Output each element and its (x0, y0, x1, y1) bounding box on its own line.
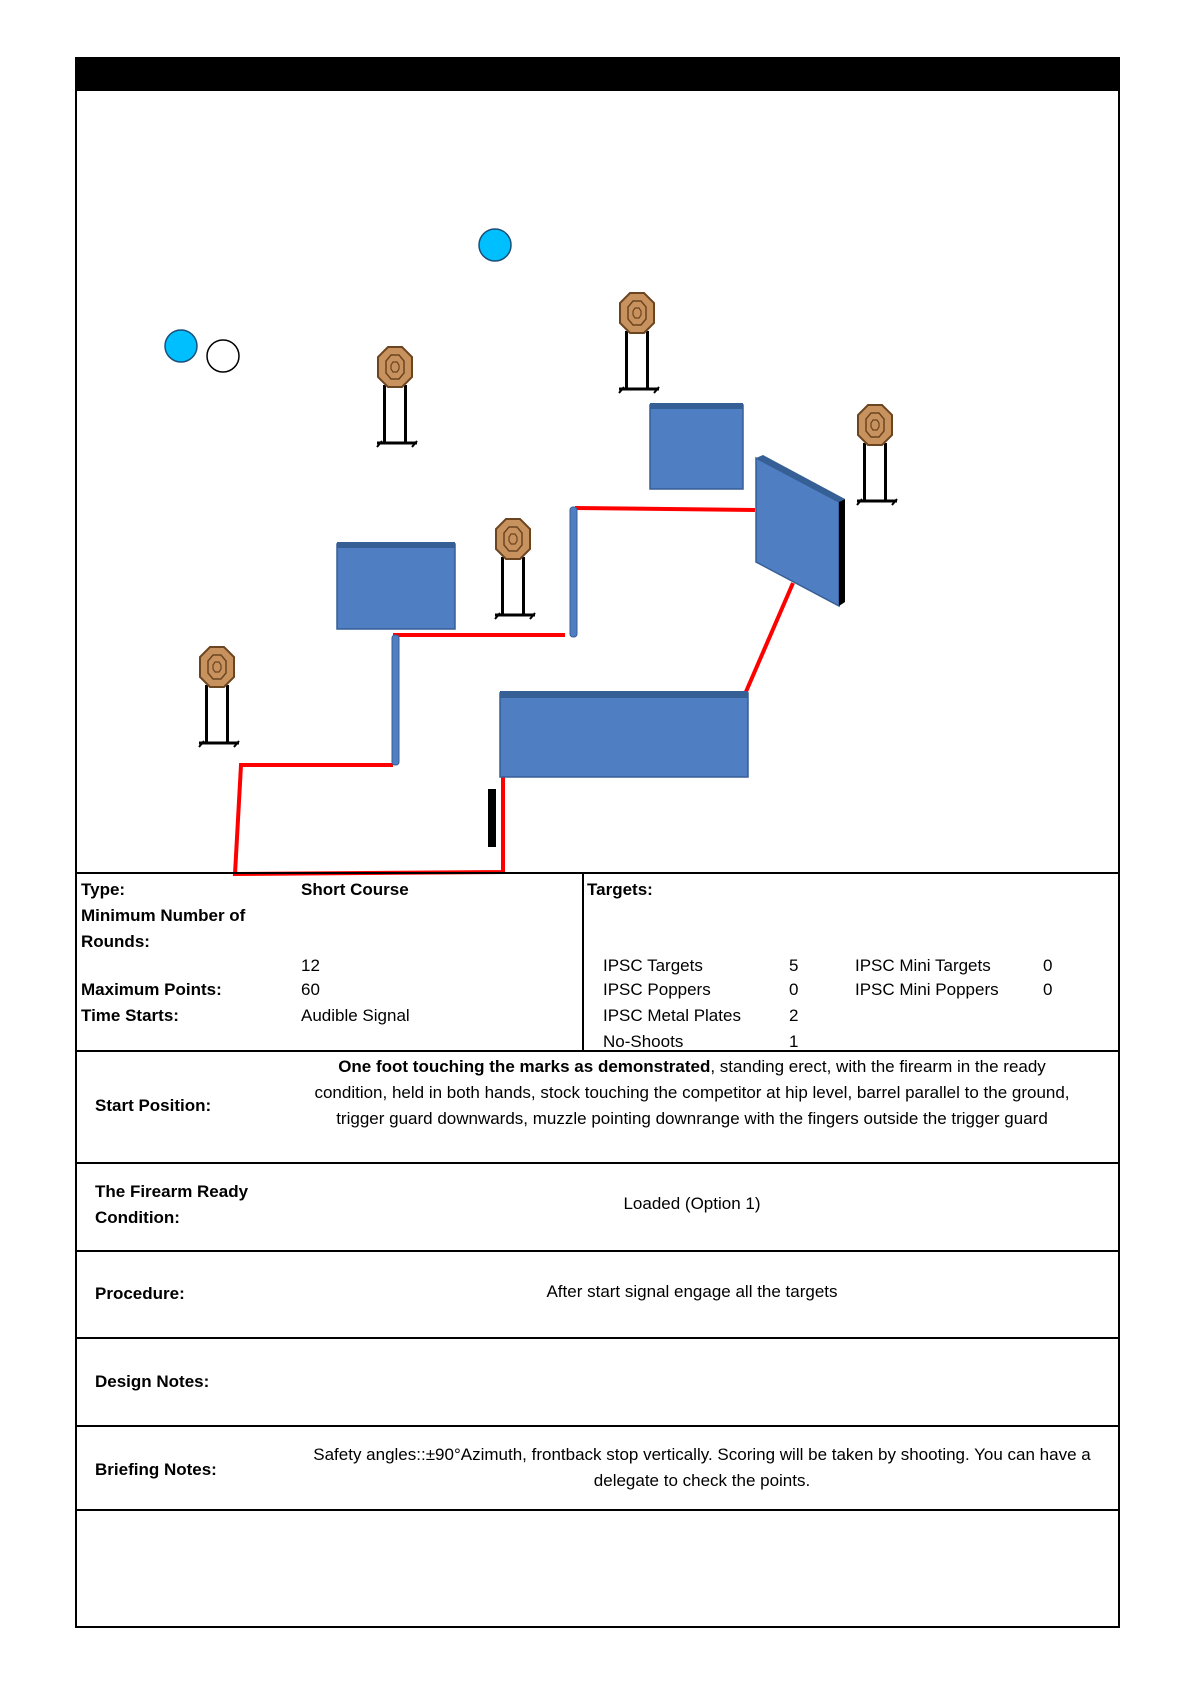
start-position-bold: One foot touching the marks as demonstrated (338, 1057, 711, 1076)
type-label: Type: (81, 880, 126, 899)
divider (77, 1337, 1118, 1339)
divider (77, 872, 1118, 874)
ipsc-target (857, 405, 897, 505)
ipsc-target (619, 293, 659, 393)
start-position-label: Start Position: (95, 1096, 212, 1115)
ready-condition-value: Loaded (Option 1) (623, 1194, 761, 1213)
target-count: 2 (789, 1006, 799, 1025)
time-starts-value: Audible Signal (301, 1006, 410, 1025)
header-bar (77, 59, 1118, 91)
type-value: Short Course (301, 880, 409, 899)
divider (582, 872, 584, 1050)
mini-target-name: IPSC Mini Poppers (855, 980, 999, 999)
ipsc-target (495, 519, 535, 619)
procedure-value: After start signal engage all the targets (546, 1282, 838, 1301)
target-name: IPSC Targets (603, 956, 703, 975)
barrier-top-edge (650, 403, 743, 409)
barrier-top-edge (337, 542, 455, 548)
target-count: 1 (789, 1032, 799, 1051)
barrier (500, 693, 748, 777)
divider (77, 1509, 1118, 1511)
briefing-notes-label: Briefing Notes: (95, 1460, 217, 1479)
target-name: IPSC Poppers (603, 980, 711, 999)
max-points-label: Maximum Points: (81, 980, 222, 999)
briefing-notes-value: Safety angles::±90°Azimuth, frontback stop vertically. Scoring will be taken by shooting. You can have a delegate to check the points. (313, 1445, 1091, 1490)
fault-line (235, 717, 503, 874)
mini-target-count: 0 (1043, 956, 1053, 975)
target-name: IPSC Metal Plates (603, 1006, 741, 1025)
stage-sheet (75, 57, 1120, 1628)
stage-diagram (77, 91, 1118, 941)
divider (77, 1050, 1118, 1052)
start-mark (488, 789, 496, 847)
time-starts-label: Time Starts: (81, 1006, 179, 1025)
min-rounds-value: 12 (301, 956, 320, 975)
stage-diagram-svg (75, 89, 1120, 939)
fault-line (575, 508, 755, 510)
start-position-rest: , standing erect, with the firearm in the ready condition, held in both hands, stock touching the competitor at hip level, barrel parallel to the ground, trigger guard downwards, muzzle pointing downrange with the fingers outside the trigger guard (314, 1057, 1070, 1128)
design-notes-label: Design Notes: (95, 1372, 210, 1391)
divider (77, 1425, 1118, 1427)
procedure-label: Procedure: (95, 1284, 185, 1303)
no-shoot (207, 340, 239, 372)
mini-target-name: IPSC Mini Targets (855, 956, 991, 975)
min-rounds-label: Minimum Number of (81, 906, 246, 925)
barrier (650, 405, 743, 489)
target-name: No-Shoots (603, 1032, 684, 1051)
ready-condition-label-2: Condition: (95, 1208, 180, 1227)
wall-post (570, 507, 577, 637)
min-rounds-label-2: Rounds: (81, 932, 150, 951)
target-count: 0 (789, 980, 799, 999)
divider (77, 1162, 1118, 1164)
angled-barrier-side (839, 499, 845, 606)
max-points-value: 60 (301, 980, 320, 999)
target-count: 5 (789, 956, 799, 975)
mini-target-count: 0 (1043, 980, 1053, 999)
ready-condition-label: The Firearm Ready (95, 1182, 249, 1201)
ipsc-target (199, 647, 239, 747)
wall-post (392, 635, 399, 765)
barrier-top-edge (500, 691, 748, 698)
metal-plate (479, 229, 511, 261)
angled-barrier (756, 458, 839, 606)
metal-plate (165, 330, 197, 362)
divider (77, 1250, 1118, 1252)
ipsc-target (377, 347, 417, 447)
start-position-text (307, 1054, 1077, 1132)
fault-line (745, 583, 793, 694)
targets-label: Targets: (587, 880, 653, 899)
barrier (337, 544, 455, 629)
